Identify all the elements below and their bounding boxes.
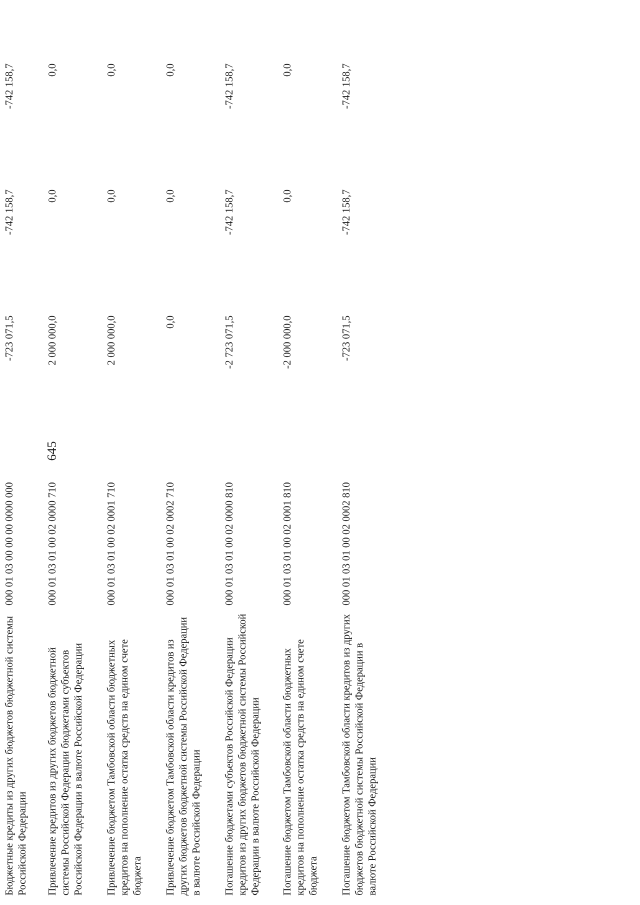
row-value-2023: 0,0: [282, 189, 294, 203]
table-row: [280, 59, 339, 899]
table-row: [339, 59, 398, 899]
row-code: 000 01 03 01 00 02 0001 810: [282, 482, 294, 606]
row-value-2022: -723 071,5: [4, 315, 16, 361]
rotated-table-container: [0, 60, 398, 900]
row-value-2024: -742 158,7: [224, 63, 236, 109]
row-value-2022: -2 723 071,5: [224, 315, 236, 369]
row-name: Погашение бюджетами субъектов Российской Федерации кредитов из других бюджетов бюджетной системы Российской Федерации в валюте Российской Федерации: [224, 613, 262, 896]
row-code: 000 01 03 01 00 02 0001 710: [106, 482, 118, 606]
row-name: Погашение бюджетом Тамбовской области бюджетных кредитов на пополнение остатка средств на едином счете бюджета: [282, 639, 320, 896]
row-name: Привлечение кредитов из других бюджетов бюджетной системы Российской Федерации бюджетами субъектов Российской Федерации в валюте Российской Федерации: [47, 642, 85, 896]
row-value-2023: -742 158,7: [4, 189, 16, 235]
row-value-2024: 0,0: [165, 63, 177, 77]
row-code: 000 01 03 01 00 02 0000 710: [47, 482, 59, 606]
row-name: Привлечение бюджетом Тамбовской области кредитов из других бюджетов бюджетной системы Российской Федерации в валюте Российской Федерации: [165, 616, 203, 896]
row-value-2022: -723 071,5: [341, 315, 353, 361]
row-value-2024: 0,0: [106, 63, 118, 77]
row-name: Погашение бюджетом Тамбовской области кредитов из других бюджетов бюджетной системы Российской Федерации в валюте Российской Федерации: [341, 614, 379, 896]
table-row: [45, 59, 104, 899]
row-value-2022: -2 000 000,0: [282, 315, 294, 369]
row-code: 000 01 03 00 00 00 0000 000: [4, 482, 16, 606]
row-value-2024: -742 158,7: [341, 63, 353, 109]
row-value-2023: 0,0: [47, 189, 59, 203]
row-name: Привлечение бюджетом Тамбовской области бюджетных кредитов на пополнение остатка средств на едином счете бюджета: [106, 639, 144, 896]
row-value-2024: -742 158,7: [4, 63, 16, 109]
row-value-2024: 0,0: [282, 63, 294, 77]
table-row: [104, 59, 163, 899]
row-value-2022: 0,0: [165, 315, 177, 329]
row-value-2022: 2 000 000,0: [47, 315, 59, 366]
page-number: 645: [44, 441, 59, 461]
budget-table: [0, 59, 398, 900]
table-row: [221, 59, 280, 899]
row-code: 000 01 03 01 00 02 0000 810: [224, 482, 236, 606]
row-value-2023: 0,0: [165, 189, 177, 203]
row-name: Бюджетные кредиты из других бюджетов бюджетной системы Российской Федерации: [4, 616, 29, 896]
row-value-2023: -742 158,7: [224, 189, 236, 235]
table-row: [0, 59, 45, 899]
row-value-2023: 0,0: [106, 189, 118, 203]
table-body: [0, 59, 398, 899]
row-value-2024: 0,0: [47, 63, 59, 77]
row-value-2023: -742 158,7: [341, 189, 353, 235]
row-value-2022: 2 000 000,0: [106, 315, 118, 366]
row-code: 000 01 03 01 00 02 0002 810: [341, 482, 353, 606]
table-row: [162, 59, 221, 899]
row-code: 000 01 03 01 00 02 0002 710: [165, 482, 177, 606]
